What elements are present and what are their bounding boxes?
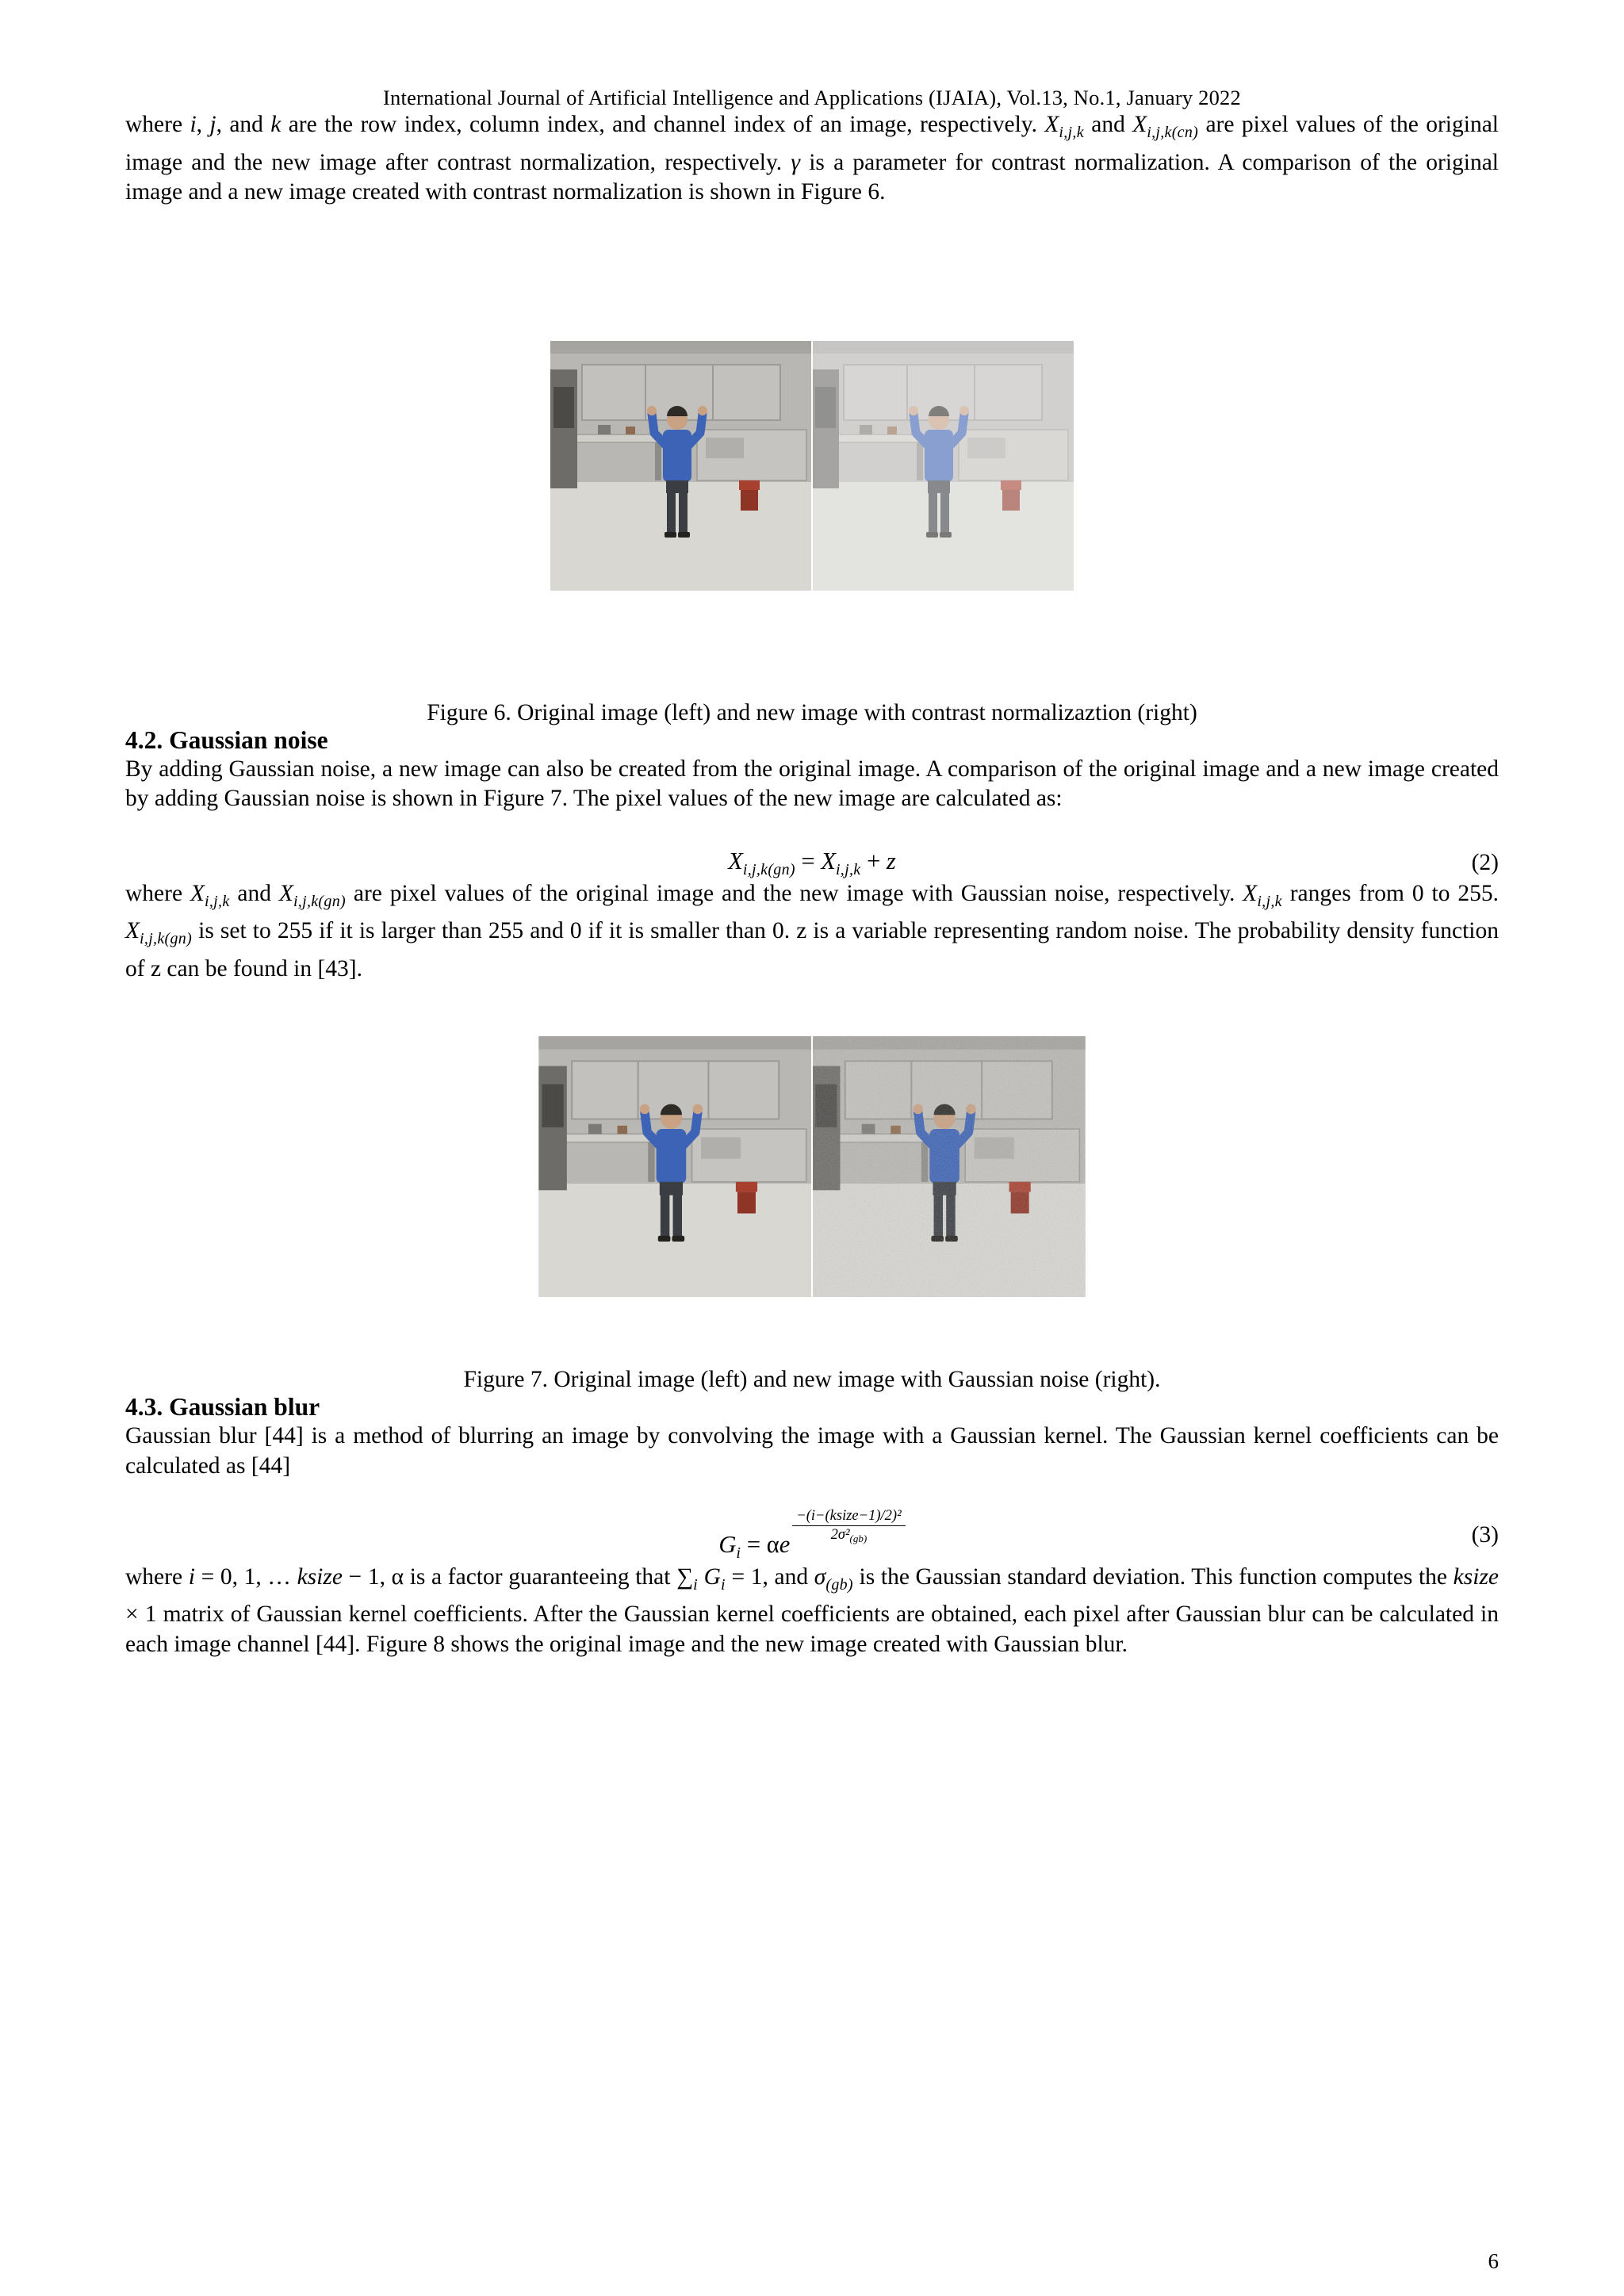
equation-3-denominator-base: 2σ² bbox=[830, 1526, 850, 1543]
figure6 bbox=[125, 341, 1499, 591]
figure6-caption: Figure 6. Original image (left) and new image with contrast normalizaztion (right) bbox=[427, 699, 1197, 725]
equation-3-exponent-denominator bbox=[792, 1526, 905, 1545]
equation-2 bbox=[125, 848, 1499, 879]
equation-3-denominator-subscript: (gb) bbox=[849, 1532, 868, 1544]
paragraph-gaussian-blur-intro: Gaussian blur [44] is a method of blurring an image by convolving the image with a Gaussian kernel. The Gaussian kernel coefficients can be calculated as [44] bbox=[125, 1423, 1499, 1479]
paragraph-gaussian-noise-intro: By adding Gaussian noise, a new image can also be created from the original image. A comparison of the original image and a new image created by adding Gaussian noise is shown in Figure 7. The pixel values of the new image are calculated as: bbox=[125, 756, 1499, 811]
equation-3-body bbox=[182, 1508, 1442, 1563]
equation-3-lhs: $G_i = \alpha e$ bbox=[718, 1530, 791, 1562]
figure7-caption: Figure 7. Original image (left) and new image with Gaussian noise (right). bbox=[463, 1367, 1161, 1392]
equation-2-number: (2) bbox=[1471, 850, 1499, 875]
section-heading-gaussian-blur: 4.3. Gaussian blur bbox=[125, 1393, 320, 1421]
equation-3-number: (3) bbox=[1471, 1521, 1499, 1548]
section-heading-gaussian-noise: 4.2. Gaussian noise bbox=[125, 725, 328, 754]
paragraph-gaussian-noise-detail: where $X_{i,j,k}$ and $X_{i,j,k(gn)}$ are pixel values of the original image and the new image with Gaussian noise, respectively. $X_{i,j,k}$ ranges from 0 to 255. $X_{i,j,k(gn)}$ is set to 255 if it is larger than 255 and 0 if it is smaller than 0. z is a variable representing random noise. The probability density function of z can be found in [43]. bbox=[125, 880, 1499, 982]
equation-3-exponent-fraction bbox=[792, 1508, 905, 1544]
figure6-image bbox=[550, 341, 1074, 591]
equation-3-exponent-numerator: −(i−(ksize−1)/2)² bbox=[792, 1508, 905, 1526]
page-number: 6 bbox=[1488, 2249, 1499, 2273]
figure7-image bbox=[538, 1036, 1086, 1297]
figure7 bbox=[125, 1036, 1499, 1297]
equation-2-body: $X_{i,j,k(gn)} = X_{i,j,k} + z$ bbox=[728, 847, 896, 878]
paragraph-gaussian-blur-detail: where i = 0, 1, … ksize − 1, α is a factor guaranteeing that $\sum_i$ $G_i = 1$, and $\sigma_{(gb)}$ is the Gaussian standard deviation. This function computes the ksize × 1 matrix of Gaussian kernel coefficients. After the Gaussian kernel coefficients are obtained, each pixel after Gaussian blur can be calculated in each image channel [44]. Figure 8 shows the original image and the new image created with Gaussian blur. bbox=[125, 1563, 1500, 1657]
journal-header: International Journal of Artificial Intelligence and Applications (IJAIA), Vol.13, No.1, January 2022 bbox=[383, 86, 1241, 109]
equation-3 bbox=[125, 1508, 1499, 1563]
paragraph-contrast-normalization: where i, j, and k are the row index, column index, and channel index of an image, respectively. $X_{i,j,k}$ and $X_{i,j,k(cn)}$ are pixel values of the original image and the new image after contrast normalization, respectively. γ is a parameter for contrast normalization. A comparison of the original image and a new image created with contrast normalization is shown in Figure 6. bbox=[125, 112, 1500, 205]
